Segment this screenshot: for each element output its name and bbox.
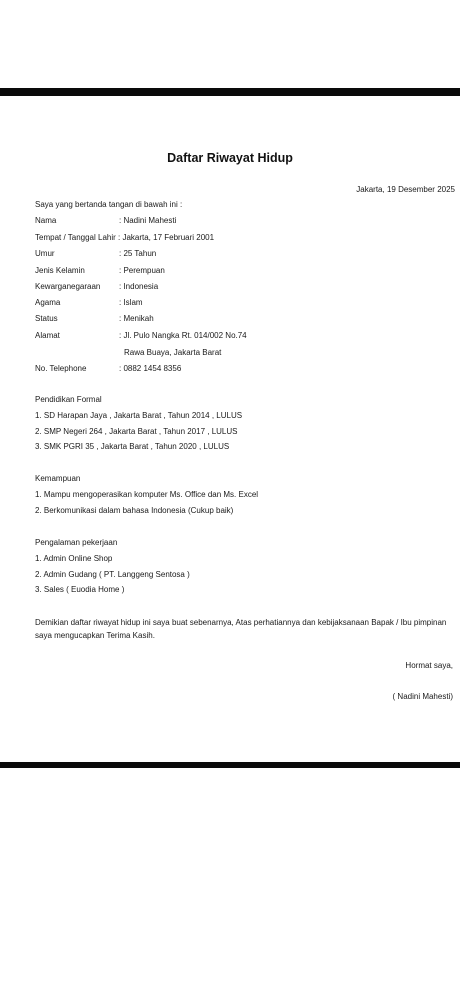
field-label-nationality: Kewarganegaraan <box>35 282 101 291</box>
field-label-birth: Tempat / Tanggal Lahir <box>35 233 116 242</box>
education-item: 2. SMP Negeri 264 , Jakarta Barat , Tahun 2017 , LULUS <box>35 427 238 436</box>
field-value-status: : Menikah <box>119 314 154 323</box>
experience-heading: Pengalaman pekerjaan <box>35 538 118 547</box>
field-label-status: Status <box>35 314 58 323</box>
field-label-gender: Jenis Kelamin <box>35 266 85 275</box>
intro-text: Saya yang bertanda tangan di bawah ini : <box>35 200 183 209</box>
field-value-religion: : Islam <box>119 298 143 307</box>
field-label-name: Nama <box>35 216 57 225</box>
field-value-address-line2: Rawa Buaya, Jakarta Barat <box>124 348 222 357</box>
field-value-nationality: : Indonesia <box>119 282 159 291</box>
experience-item: 2. Admin Gudang ( PT. Langgeng Sentosa ) <box>35 570 190 579</box>
skills-heading: Kemampuan <box>35 474 81 483</box>
experience-item: 3. Sales ( Euodia Home ) <box>35 585 125 594</box>
skills-item: 2. Berkomunikasi dalam bahasa Indonesia (Cukup baik) <box>35 506 234 515</box>
field-label-phone: No. Telephone <box>35 364 87 373</box>
top-border-bar <box>0 88 460 96</box>
skills-item: 1. Mampu mengoperasikan komputer Ms. Office dan Ms. Excel <box>35 490 259 499</box>
signature-name: ( Nadini Mahesti) <box>392 692 453 701</box>
field-label-religion: Agama <box>35 298 61 307</box>
education-heading: Pendidikan Formal <box>35 395 102 404</box>
field-value-age: : 25 Tahun <box>119 249 157 258</box>
field-value-birth: : Jakarta, 17 Februari 2001 <box>118 233 215 242</box>
regards-text: Hormat saya, <box>405 661 453 670</box>
field-value-address: : Jl. Pulo Nangka Rt. 014/002 No.74 <box>119 331 247 340</box>
closing-paragraph: Demikian daftar riwayat hidup ini saya buat sebenarnya, Atas perhatiannya dan kebijaksanaan Bapak / Ibu pimpinan saya mengucapkan Terima Kasih. <box>35 618 447 640</box>
place-date: Jakarta, 19 Desember 2025 <box>356 185 455 194</box>
education-item: 3. SMK PGRI 35 , Jakarta Barat , Tahun 2020 , LULUS <box>35 442 230 451</box>
field-value-phone: : 0882 1454 8356 <box>119 364 182 373</box>
field-label-age: Umur <box>35 249 55 258</box>
field-value-gender: : Perempuan <box>119 266 165 275</box>
experience-item: 1. Admin Online Shop <box>35 554 113 563</box>
education-item: 1. SD Harapan Jaya , Jakarta Barat , Tahun 2014 , LULUS <box>35 411 243 420</box>
document-title: Daftar Riwayat Hidup <box>167 151 293 165</box>
field-value-name: : Nadini Mahesti <box>119 216 177 225</box>
cv-document <box>0 96 460 762</box>
bottom-border-bar <box>0 762 460 768</box>
field-label-address: Alamat <box>35 331 60 340</box>
